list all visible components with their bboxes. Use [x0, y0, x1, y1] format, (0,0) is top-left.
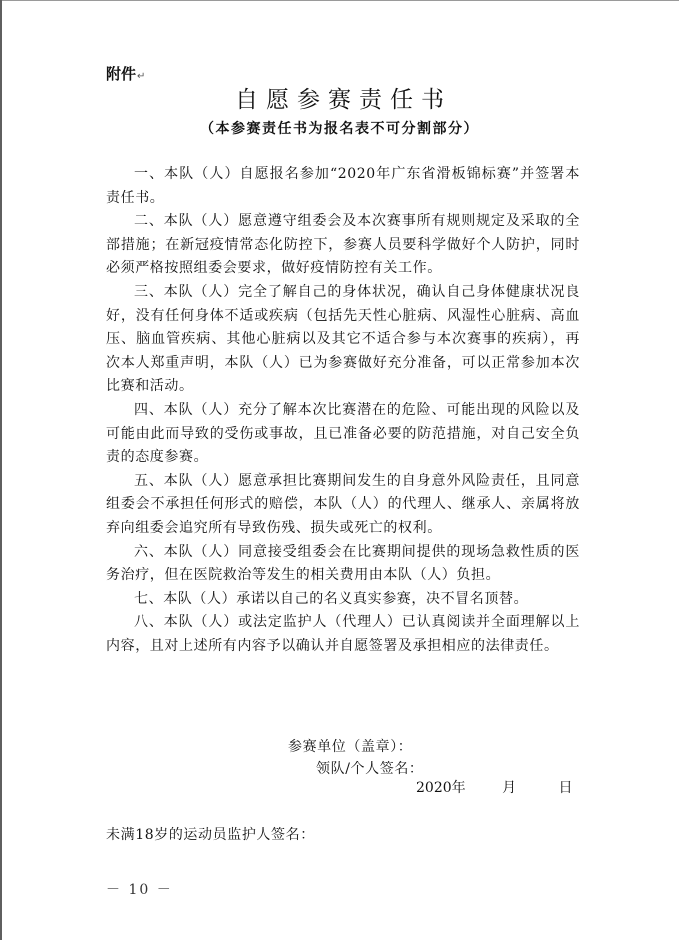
date-year: 2020年 [416, 780, 466, 796]
document-subtitle: （本参赛责任书为报名表不可分割部分） [200, 121, 479, 137]
page-top-border [0, 0, 679, 1]
clause-3: 三、本队（人）完全了解自己的身体状况，确认自己身体健康状况良好，没有任何身体不适或疾病（包括先天性心脏病、风湿性心脏病、高血压、脑血管疾病、其他心脏病以及其它不适合参与本次赛事的疾病），再次本人郑重声明，本队（人）已为参赛做好充分准备，可以正常参加本次比赛和活动。 [106, 283, 580, 395]
clause-4: 四、本队（人）充分了解本次比赛潜在的危险、可能出现的风险以及可能由此而导致的受伤或事故，且已准备必要的防范措施，对自己安全负责的态度参赛。 [106, 401, 580, 466]
date-month: 月 [502, 780, 517, 796]
unit-seal-label: 参赛单位（盖章）： [288, 739, 413, 755]
document-body [106, 163, 580, 658]
leader-signature-label: 领队/个人签名： [316, 761, 424, 777]
signature-date [416, 778, 573, 798]
clause-8: 八、本队（人）或法定监护人（代理人）已认真阅读并全面理解以上内容，且对上述所有内容予以确认并自愿签署及承担相应的法律责任。 [106, 614, 580, 654]
guardian-signature-label: 未满18岁的运动员监护人签名： [106, 827, 315, 843]
paragraph-mark-icon: ↵ [137, 71, 146, 82]
attachment-label: 附件 [106, 65, 137, 83]
document-title: 自愿参赛责任书 [235, 87, 452, 113]
attachment-label-line [106, 64, 145, 87]
page-number: － 10 － [106, 882, 173, 898]
page-left-border [0, 0, 2, 940]
clause-2: 二、本队（人）愿意遵守组委会及本次赛事所有规则规定及采取的全部措施；在新冠疫情常态化防控下，参赛人员要科学做好个人防护，同时必须严格按照组委会要求，做好疫情防控有关工作。 [106, 213, 580, 277]
clause-1: 一、本队（人）自愿报名参加“2020年广东省滑板锦标赛”并签署本责任书。 [106, 166, 580, 206]
clause-5: 五、本队（人）愿意承担比赛期间发生的自身意外风险责任，且同意组委会不承担任何形式的赔偿，本队（人）的代理人、继承人、亲属将放弃向组委会追究所有导致伤残、损失或死亡的权利。 [106, 472, 580, 536]
clause-7: 七、本队（人）承诺以自己的名义真实参赛，决不冒名顶替。 [134, 590, 529, 607]
date-day: 日 [558, 780, 573, 796]
clause-6: 六、本队（人）同意接受组委会在比赛期间提供的现场急救性质的医务治疗，但在医院救治等发生的相关费用由本队（人）负担。 [106, 543, 580, 584]
